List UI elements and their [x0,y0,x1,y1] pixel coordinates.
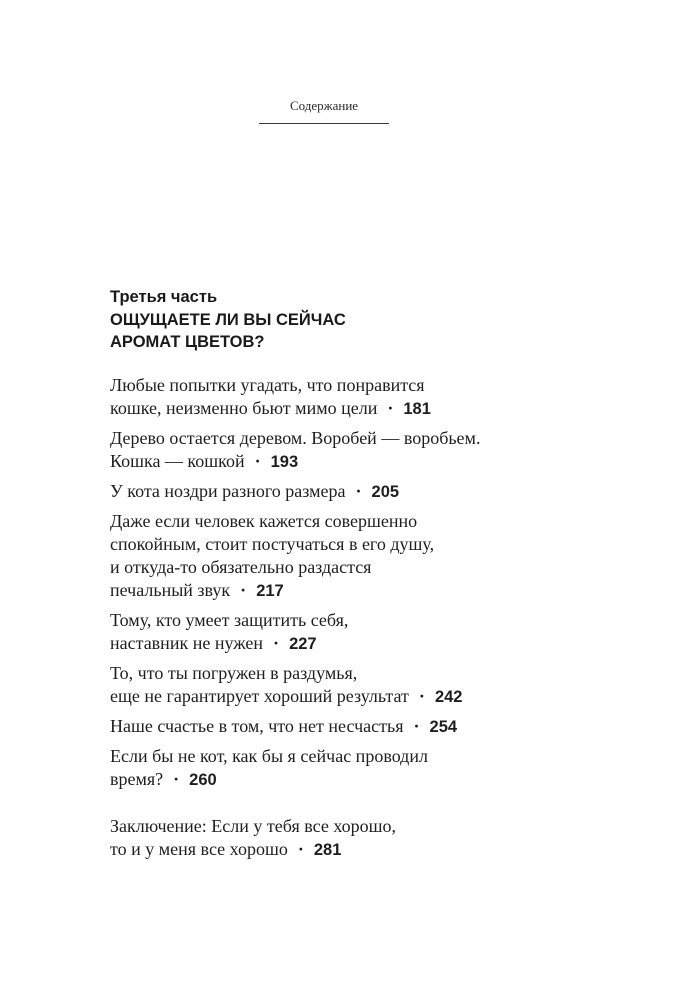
toc-entry-page-number: 193 [270,453,299,471]
page-separator-dot: · [297,839,304,859]
toc-entry-title: Наше счастье в том, что нет несчастья [110,716,404,736]
page-separator-dot: · [355,481,362,501]
part-title-line: ОЩУЩАЕТЕ ЛИ ВЫ СЕЙЧАС [110,310,346,329]
part-heading [110,286,530,354]
toc-entry-last-line [110,715,580,739]
toc-entry-title: то и у меня все хорошо [110,839,288,859]
toc-entry[interactable] [110,609,580,656]
toc-entry-page-number: 254 [429,718,458,736]
toc-entry-page-number: 217 [256,582,284,600]
toc-entry-title: наставник не нужен [110,633,264,653]
toc-entry-last-line [110,480,580,504]
toc-entry[interactable] [110,427,580,474]
page-separator-dot: · [387,398,394,418]
running-head-rule [259,123,389,124]
toc-entry-page-number: 260 [189,771,217,789]
toc-entry[interactable] [110,480,580,504]
toc-entry-title: еще не гарантирует хороший результат [110,686,409,706]
page-separator-dot: · [273,633,280,653]
toc-entry-line: Любые попытки угадать, что понравится [110,375,425,395]
toc-entry-line: То, что ты погружен в раздумья, [110,663,358,683]
toc-entry-last-line [110,768,580,792]
toc-conclusion [110,815,580,868]
toc-entry-title: печальный звук [110,580,231,600]
toc-entry-title: кошке, неизменно бьют мимо цели [110,398,378,418]
part-label: Третья часть [110,288,218,306]
toc-entry-line: Дерево остается деревом. Воробей — воробьем. [110,428,481,448]
toc-entry-last-line [110,685,580,709]
page-separator-dot: · [418,686,425,706]
toc-entry[interactable] [110,745,580,792]
toc-entry[interactable] [110,374,580,421]
toc-entry-line: Тому, кто умеет защитить себя, [110,610,349,630]
toc-entry-title: Кошка — кошкой [110,451,245,471]
page-separator-dot: · [254,451,261,471]
toc-entry-title: время? [110,769,164,789]
toc-entry-last-line [110,450,580,474]
toc-list [110,374,580,798]
running-head-title: Содержание [289,98,359,113]
toc-entry-line: и откуда-то обязательно раздастся [110,557,372,577]
toc-entry-last-line [110,838,580,862]
page-separator-dot: · [240,580,247,600]
toc-entry-line: спокойным, стоит постучаться в его душу, [110,534,435,554]
toc-entry[interactable] [110,510,580,603]
page-separator-dot: · [413,716,420,736]
toc-entry[interactable] [110,715,580,739]
toc-entry-line: Заключение: Если у тебя все хорошо, [110,816,397,836]
toc-entry-line: Если бы не кот, как бы я сейчас проводил [110,746,428,766]
toc-entry-page-number: 205 [371,483,400,501]
toc-entry-page-number: 227 [289,635,317,653]
toc-entry-page-number: 181 [403,400,431,418]
toc-entry-last-line [110,579,580,603]
toc-entry-line: Даже если человек кажется совершенно [110,511,418,531]
toc-entry[interactable] [110,662,580,709]
page-separator-dot: · [173,769,180,789]
toc-entry-last-line [110,397,580,421]
toc-entry-last-line [110,632,580,656]
toc-entry-page-number: 281 [313,841,342,859]
toc-entry[interactable] [110,815,580,862]
running-head [259,97,389,124]
part-title-line: АРОМАТ ЦВЕТОВ? [110,333,265,351]
toc-entry-page-number: 242 [434,688,463,706]
toc-entry-title: У кота ноздри разного размера [110,481,346,501]
